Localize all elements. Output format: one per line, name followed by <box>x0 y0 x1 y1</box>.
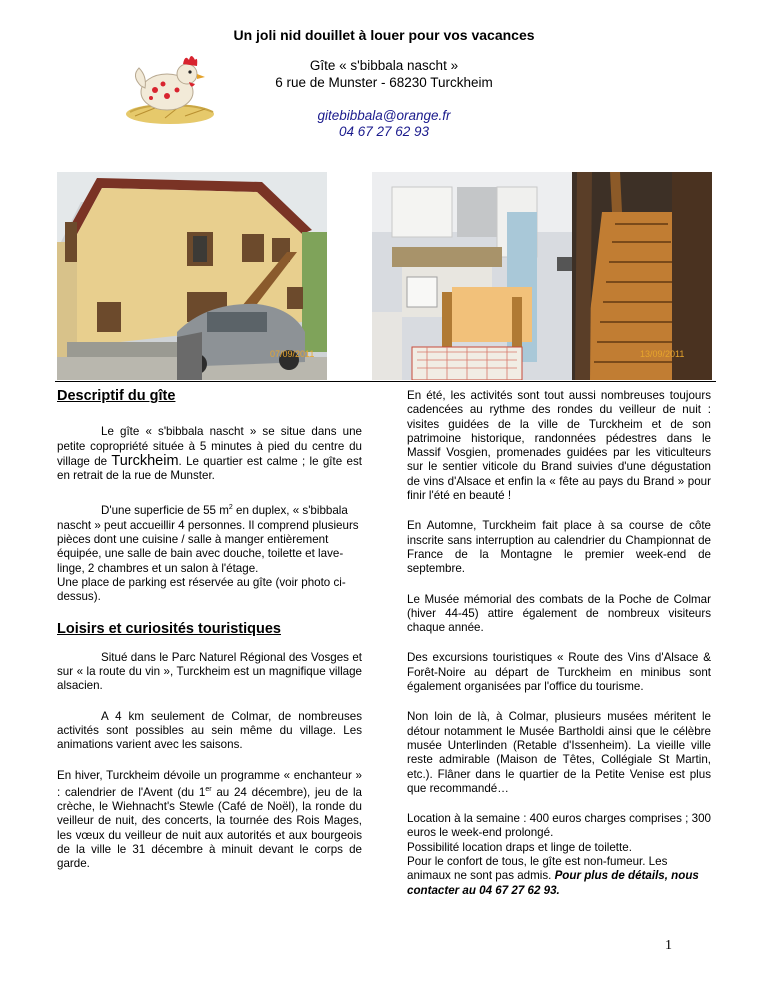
gite-address: 6 rue de Munster - 68230 Turckheim <box>275 75 493 90</box>
contact-callout: Pour plus de détails, nous contacter au 04 67 27 62 93. <box>407 869 699 897</box>
autumn-paragraph: En Automne, Turckheim fait place à sa course de côte inscrite sans interruption au calendrier du Championnat de France de la Montagne le premier week-end de septembre. <box>407 519 711 576</box>
contact-email: gitebibbala@orange.fr <box>317 108 451 123</box>
photo-date-stamp: 07/09/2011 <box>270 349 315 359</box>
colmar-paragraph: Non loin de là, à Colmar, plusieurs musées méritent le détour notamment le Musée Bartholdi ainsi que le célèbre musée Unterlinden (Retable d'Issenheim). La vieille ville reste admirable (Maison de Têtes, Collégiale St Martin, etc.). Flâner dans le quartier de la Petite Venise est plus que recommandé… <box>407 710 711 795</box>
description-paragraph: Le gîte « s'bibbala nascht » se situe dans une petite copropriété située à 5 minutes à pied du centre du village de Turckheim. Le quartier est calme ; le gîte est en retrait de la rue de Munster. <box>57 425 362 483</box>
section-heading-leisure: Loisirs et curiosités touristiques <box>57 621 281 638</box>
leisure-paragraph: A 4 km seulement de Colmar, de nombreuses activités sont possibles au sein même du village. Les animations varient avec les saisons. <box>57 709 362 752</box>
page-number: 1 <box>665 938 672 953</box>
section-divider <box>55 381 716 382</box>
rules-paragraph: Pour le confort de tous, le gîte est non-fumeur. Les animaux ne sont pas admis. Pour plus de détails, nous contacter au 04 67 27 62 93. <box>407 855 699 897</box>
gite-name: Gîte « s'bibbala nascht » <box>309 58 459 73</box>
section-heading-description: Descriptif du gîte <box>57 388 176 404</box>
leisure-paragraph: Situé dans le Parc Naturel Régional des Vosges et sur « la route du vin », Turckheim est un magnifique village alsacien. <box>57 650 362 693</box>
page-title: Un joli nid douillet à louer pour vos vacances <box>233 27 535 43</box>
exterior-photo <box>57 172 327 380</box>
contact-phone: 04 67 27 62 93 <box>338 124 430 139</box>
rental-price-paragraph: Location à la semaine : 400 euros charges comprises ; 300 euros le week-end prolongé. <box>407 812 711 840</box>
photo-date-stamp: 13/09/2011 <box>640 349 685 359</box>
excursions-paragraph: Des excursions touristiques « Route des Vins d'Alsace & Forêt-Noire au départ de Turckheim en minibus sont également organisées par l'office du tourisme. <box>407 651 711 694</box>
linen-paragraph: Possibilité location draps et linge de toilette. <box>407 840 632 854</box>
museum-paragraph: Le Musée mémorial des combats de la Poche de Colmar (hiver 44-45) attire également de nombreux visiteurs chaque année. <box>407 592 711 635</box>
description-paragraph: D'une superficie de 55 $m^2$ en duplex, « s'bibbala nascht » peut accueillir 4 personnes. Il comprend plusieurs pièces dont une cuisine / salle à manger entièrement équipée, une salle de bain avec douche, toilette et lave-linge, 2 chambres et un salon à l'étage. <box>57 504 359 575</box>
left-column <box>57 389 362 871</box>
parking-paragraph: Une place de parking est réservée au gîte (voir photo ci-dessus). <box>57 575 346 604</box>
right-column <box>407 389 711 898</box>
interior-photo <box>372 172 712 380</box>
summer-paragraph: En été, les activités sont tout aussi nombreuses toujours cadencées au rythme des rondes du veilleur de nuit : visites guidées de la ville de Turckheim et de son patrimoine historique, randonnées pédestres dans le Massif Vosgien, promenades guidées par les viticulteurs sur le sentier viticole du Brand suivies d'une dégustation de vins d'Alsace et enfin la « fête au pays du Brand » pour finir l'été en beauté ! <box>407 389 711 503</box>
winter-paragraph: En hiver, Turckheim dévoile un programme « enchanteur » : calendrier de l'Avent (du 1er au 24 décembre), jeu de la crèche, le Wiehnacht's Stewle (Café de Noël), la ronde du veilleur de nuit, des concerts, la tournée des Rois Mages, les vœux du veilleur de nuit aux autorités et aux bourgeois de la ville le 31 décembre à minuit devant le corps de garde. <box>57 768 362 871</box>
